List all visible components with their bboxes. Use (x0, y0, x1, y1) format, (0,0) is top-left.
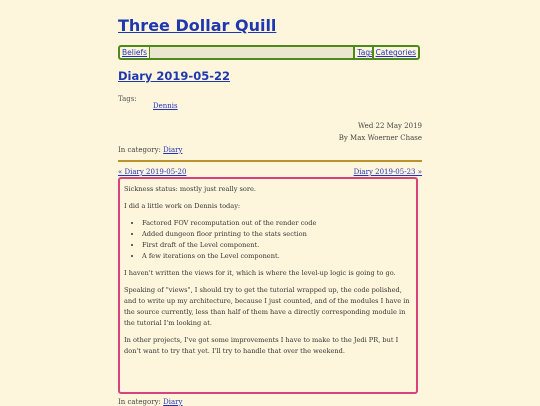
paragraph-tutorial: Speaking of "views", I should try to get the tutorial wrapped up, the code polished, and to write up my architecture, because I just counted, and of the modules I have in the source currently, less than half of them have a directly corresponding module in the tutorial I'm looking at. (124, 286, 410, 327)
nav-bar (118, 45, 420, 60)
paragraph-other-projects: In other projects, I've got some improvements I have to make to the Jedi PR, but I don't want to try that yet. I'll try to handle that over the weekend. (124, 336, 399, 355)
prev-post-link[interactable]: « Diary 2019-05-20 (118, 168, 187, 176)
work-list (124, 218, 412, 262)
list-item: • Factored FOV recomputation out of the render code (142, 218, 412, 229)
nav-categories-link[interactable]: Categories (372, 47, 418, 58)
list-item: • Added dungeon floor printing to the stats section (142, 229, 412, 240)
paragraph-views: I haven't written the views for it, which is where the level-up logic is going to go. (124, 269, 396, 277)
list-item: • A few iterations on the Level component. (142, 251, 412, 262)
nav-tags-link[interactable]: Tags (353, 47, 376, 58)
post-content (118, 177, 418, 394)
category-link[interactable]: Diary (163, 398, 183, 406)
list-item: • First draft of the Level component. (142, 240, 412, 251)
divider-rule (118, 160, 422, 162)
category-prefix: In category: (118, 146, 161, 154)
nav-beliefs-link[interactable]: Beliefs (120, 47, 151, 58)
post-title-link[interactable]: Diary 2019-05-22 (118, 69, 230, 83)
paragraph-sickness: Sickness status: mostly just really sore. (124, 185, 257, 193)
site-title-link[interactable]: Three Dollar Quill (118, 16, 277, 35)
next-post-link[interactable]: Diary 2019-05-23 » (353, 168, 422, 176)
category-prefix: In category: (118, 398, 161, 406)
category-link[interactable]: Diary (163, 146, 183, 154)
tag-link-dennis[interactable]: Dennis (153, 102, 178, 110)
post-date: Wed 22 May 2019 (358, 122, 422, 130)
post-author: By Max Woerner Chase (338, 134, 422, 142)
paragraph-intro: I did a little work on Dennis today: (124, 202, 241, 210)
nav-spacer (150, 47, 353, 58)
category-line-top (118, 146, 182, 154)
tags-label: Tags: (118, 95, 137, 103)
